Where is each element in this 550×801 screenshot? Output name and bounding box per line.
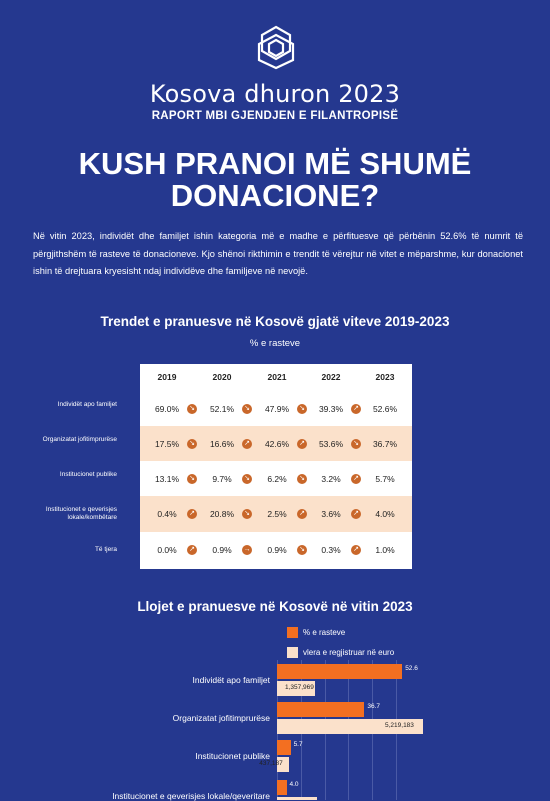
column-header-2021: 2021 [267, 372, 287, 382]
headline-line-1: KUSH PRANOI MË SHUMË [78, 146, 472, 181]
trend-up-arrow-icon: ↗ [242, 439, 252, 449]
table-cell: 20.8% [209, 509, 235, 519]
row-label: Institucionet publike [59, 470, 117, 478]
table-cell: 0.9% [267, 544, 287, 555]
bar-percent [277, 780, 287, 795]
bar-label-percent: 4.0 [289, 781, 299, 788]
table-cell: 52.1% [209, 403, 235, 414]
report-subtitle: RAPORT MBI GJENDJEN E FILANTROPISË [151, 110, 399, 122]
row-label: Individët apo familjet [57, 400, 117, 408]
bar-label-percent: 5.7 [293, 741, 303, 748]
trend-down-arrow-icon: ↘ [297, 545, 307, 555]
bar-label-percent: 36.7 [367, 703, 380, 710]
trend-down-arrow-icon: ↘ [187, 404, 197, 414]
headline-line-2: DONACIONE? [170, 178, 380, 213]
trend-up-arrow-icon: ↗ [351, 509, 361, 519]
table-cell: 52.6% [372, 403, 398, 414]
bar-label-euro: 1,357,969 [284, 684, 314, 691]
trend-down-arrow-icon: ↘ [187, 474, 197, 484]
category-label: Institucionet e qeverisjes lokale/qeveritare [112, 791, 270, 801]
table-cell: 6.2% [267, 473, 287, 484]
table-cell: 3.2% [321, 473, 341, 484]
intro-paragraph: Në vitin 2023, individët dhe familjet ishin kategoria më e madhe e përfituesve që përbënin 52.6% të numrit të përgjithshëm të rasteve të donacioneve. Kjo shënoi rikthimin e trendit të vërejtur në vitet e mëparshme, kur donacionet ishin të drejtuara kryesisht ndaj individëve dhe familjeve në nevojë. [33, 231, 523, 276]
column-header-2023: 2023 [375, 372, 395, 382]
row-label: Institucionet e qeverisjes lokale/kombëtare [45, 506, 117, 521]
trend-up-arrow-icon: ↗ [187, 509, 197, 519]
bar-label-euro: 437,187 [259, 760, 283, 767]
table-cell: 0.9% [212, 544, 232, 555]
trend-up-arrow-icon: ↗ [297, 439, 307, 449]
table-cell: 42.6% [264, 438, 290, 449]
brand-title: Kosova dhuron 2023 [149, 80, 401, 108]
trend-down-arrow-icon: ↘ [297, 474, 307, 484]
table-cell: 4.0% [375, 509, 395, 519]
table-cell: 3.6% [321, 509, 341, 519]
table-cell: 16.6% [209, 438, 235, 449]
trend-up-arrow-icon: ↗ [351, 545, 361, 555]
row-label: Organizatat jofitimprurëse [42, 435, 117, 443]
trend-down-arrow-icon: ↘ [297, 404, 307, 414]
table-cell: 13.1% [154, 473, 180, 484]
table-cell: 47.9% [264, 403, 290, 414]
column-header-2019: 2019 [157, 372, 177, 382]
trend-down-arrow-icon: ↘ [242, 404, 252, 414]
hexagon-knot-logo-icon [253, 24, 299, 70]
trend-neutral-arrow-icon: → [243, 545, 251, 553]
trend-table-title: Trendet e pranuesve në Kosovë gjatë viteve 2019-2023 [100, 314, 450, 329]
column-header-2022: 2022 [321, 372, 341, 382]
table-cell: 1.0% [375, 544, 395, 555]
bar-chart-title: Llojet e pranuesve në Kosovë në vitin 2023 [137, 599, 413, 614]
column-header-2020: 2020 [212, 372, 232, 382]
table-cell: 0.4% [157, 509, 177, 519]
bar-percent [277, 702, 364, 717]
category-label: Institucionet publike [195, 751, 270, 761]
table-cell: 69.0% [154, 403, 180, 414]
table-cell: 0.3% [321, 544, 341, 555]
legend-label: % e rasteve [303, 628, 346, 637]
page-headline [0, 148, 550, 212]
legend-label: vlera e regjistruar në euro [303, 648, 395, 657]
trend-down-arrow-icon: ↘ [242, 474, 252, 484]
legend-swatch [287, 647, 298, 658]
bar-percent [277, 740, 291, 755]
bar-label-percent: 52.6 [405, 665, 418, 672]
table-cell: 17.5% [154, 438, 180, 449]
table-cell: 36.7% [372, 438, 398, 449]
table-cell: 2.5% [267, 509, 287, 519]
trend-up-arrow-icon: ↗ [297, 509, 307, 519]
trend-down-arrow-icon: ↘ [351, 439, 361, 449]
trend-up-arrow-icon: ↗ [351, 404, 361, 414]
bar-label-euro: 5,219,183 [385, 722, 414, 729]
row-label: Të tjera [94, 545, 117, 553]
legend-swatch [287, 627, 298, 638]
table-cell: 9.7% [212, 473, 232, 484]
bar-percent [277, 664, 402, 679]
trend-up-arrow-icon: ↗ [187, 545, 197, 555]
trend-up-arrow-icon: ↗ [351, 474, 361, 484]
trend-table-subtitle: % e rasteve [249, 338, 301, 349]
table-cell: 53.6% [318, 438, 344, 449]
category-label: Individët apo familjet [192, 675, 270, 685]
table-cell: 39.3% [318, 403, 344, 414]
trend-down-arrow-icon: ↘ [187, 439, 197, 449]
category-label: Organizatat jofitimprurëse [172, 713, 270, 723]
table-cell: 0.0% [157, 544, 177, 555]
table-cell: 5.7% [375, 473, 395, 484]
trend-down-arrow-icon: ↘ [242, 509, 252, 519]
